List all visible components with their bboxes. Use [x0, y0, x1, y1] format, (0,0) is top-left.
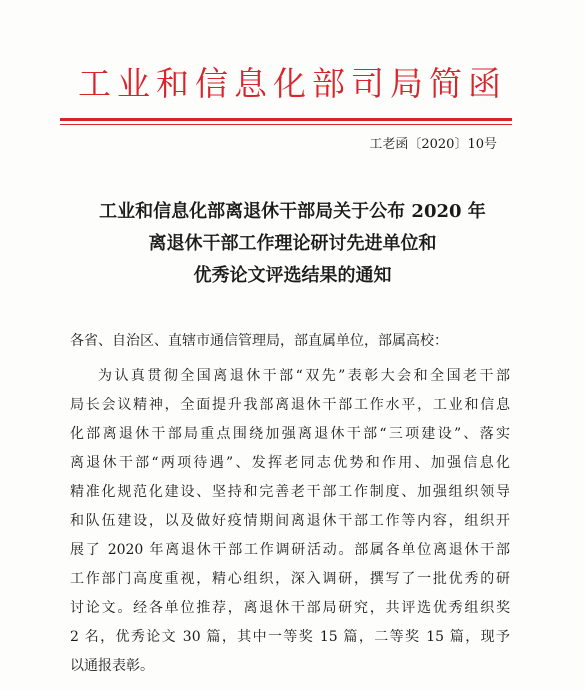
document-title-line: 优秀论文评选结果的通知 [193, 265, 392, 286]
body-line: 局长会议精神，全面提升我部离退休干部工作水平，工业和信息 [70, 397, 510, 413]
body-line: 工作部门高度重视，精心组织，深入调研，撰写了一批优秀的研 [70, 571, 510, 587]
body-line: 和队伍建设，以及做好疫情期间离退休干部工作等内容，组织开 [70, 513, 510, 529]
letterhead-title: 工业和信息化部司局简函 [78, 64, 507, 103]
letterhead-rule-thick [60, 118, 512, 121]
body-line: 以通报表彰。 [70, 658, 154, 674]
document-number: 工老函〔2020〕10号 [369, 137, 497, 152]
body-line: 2 名，优秀论文 30 篇，其中一等奖 15 篇，二等奖 15 篇，现予 [70, 629, 510, 645]
letterhead-rule-thin [60, 124, 512, 125]
body-line: 精准化规范化建设、坚持和完善老干部工作制度、加强组织领导 [70, 484, 510, 500]
document-title-line: 离退休干部工作理论研讨先进单位和 [148, 233, 437, 254]
document-title [0, 196, 585, 292]
body-line: 为认真贯彻全国离退休干部“双先”表彰大会和全国老干部 [98, 368, 510, 384]
body-line: 化部离退休干部局重点围绕加强离退休干部“三项建设”、落实 [70, 426, 510, 442]
body-line: 讨论文。经各单位推荐，离退休干部局研究，共评选优秀组织奖 [70, 600, 510, 616]
body-line: 展了 2020 年离退休干部工作调研活动。部属各单位离退休干部 [70, 542, 510, 558]
body-paragraph [70, 362, 510, 681]
salutation: 各省、自治区、直辖市通信管理局，部直属单位，部属高校： [70, 333, 448, 349]
body-line: 离退休干部“两项待遇”、发挥老同志优势和作用、加强信息化 [70, 455, 510, 471]
document-title-line: 工业和信息化部离退休干部局关于公布 2020 年 [99, 201, 486, 222]
